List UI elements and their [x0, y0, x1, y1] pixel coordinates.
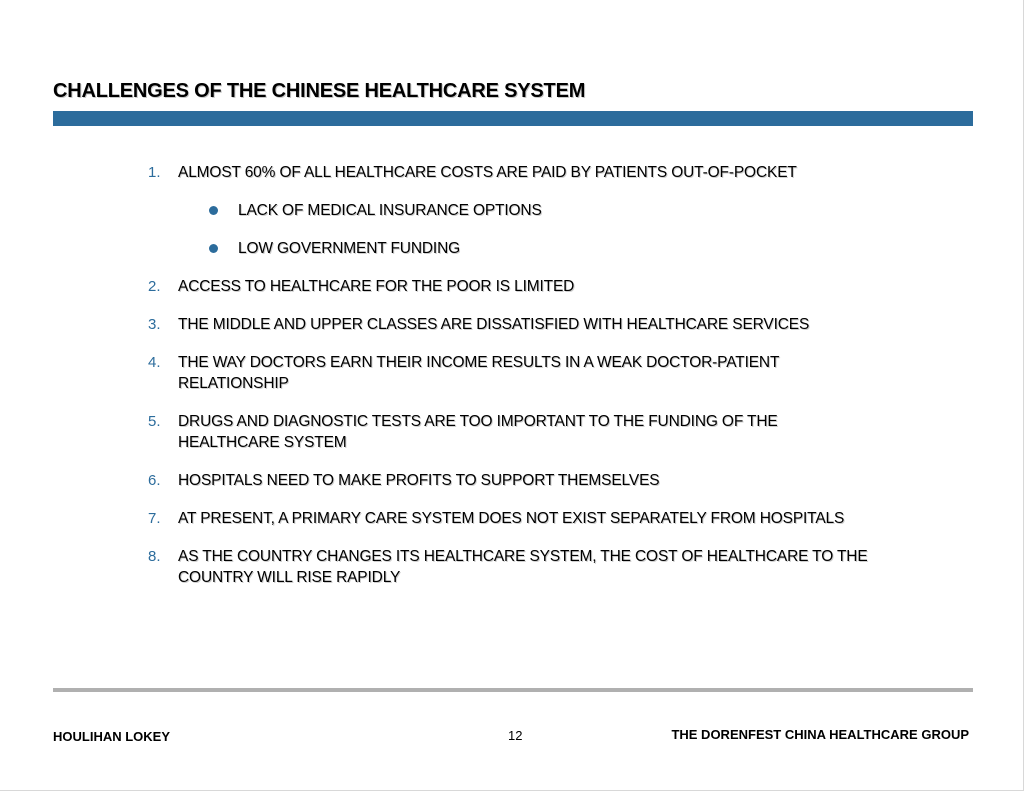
list-item-number: 5.: [148, 413, 161, 430]
list-item: [130, 276, 870, 297]
list-item-number: 6.: [148, 472, 161, 489]
title-underline-bar: [53, 111, 973, 126]
footer-company-left: HOULIHAN LOKEY: [53, 729, 170, 744]
page-number: 12: [508, 728, 523, 743]
list-item-text: HOSPITALS NEED TO MAKE PROFITS TO SUPPORT THEMSELVES: [178, 472, 660, 489]
list-item-number: 3.: [148, 316, 161, 333]
list-item: [130, 470, 870, 491]
sub-list-item-text: LOW GOVERNMENT FUNDING: [238, 240, 461, 257]
list-item: [130, 546, 870, 588]
footer-company-right: THE DORENFEST CHINA HEALTHCARE GROUP: [671, 727, 969, 742]
list-item: [130, 508, 870, 529]
list-item: [130, 314, 870, 335]
bullet-icon: [203, 238, 238, 259]
list-item-number: 2.: [148, 278, 161, 295]
challenges-list: [130, 162, 870, 605]
sub-list-item-text: LACK OF MEDICAL INSURANCE OPTIONS: [238, 202, 542, 219]
list-item: [130, 162, 870, 183]
list-item-text: AS THE COUNTRY CHANGES ITS HEALTHCARE SYSTEM, THE COST OF HEALTHCARE TO THE COUNTRY WILL RISE RAPIDLY: [178, 548, 868, 586]
list-item-number: 1.: [148, 164, 161, 181]
list-item-text: DRUGS AND DIAGNOSTIC TESTS ARE TOO IMPORTANT TO THE FUNDING OF THE HEALTHCARE SYSTEM: [178, 413, 778, 451]
sub-list-item: [130, 200, 870, 221]
list-item: [130, 352, 870, 394]
list-item-number: 4.: [148, 354, 161, 371]
list-item-text: ACCESS TO HEALTHCARE FOR THE POOR IS LIMITED: [178, 278, 575, 295]
list-item-text: ALMOST 60% OF ALL HEALTHCARE COSTS ARE PAID BY PATIENTS OUT-OF-POCKET: [178, 164, 797, 181]
sub-list-item: [130, 238, 870, 259]
list-item-number: 7.: [148, 510, 161, 527]
list-item-text: THE WAY DOCTORS EARN THEIR INCOME RESULTS IN A WEAK DOCTOR-PATIENT RELATIONSHIP: [178, 354, 779, 392]
slide-title: CHALLENGES OF THE CHINESE HEALTHCARE SYSTEM: [53, 80, 586, 102]
list-item-number: 8.: [148, 548, 161, 565]
list-item: [130, 411, 870, 453]
footer-divider: [53, 688, 973, 692]
bullet-icon: [203, 200, 238, 221]
list-item-text: THE MIDDLE AND UPPER CLASSES ARE DISSATISFIED WITH HEALTHCARE SERVICES: [178, 316, 810, 333]
list-item-text: AT PRESENT, A PRIMARY CARE SYSTEM DOES NOT EXIST SEPARATELY FROM HOSPITALS: [178, 510, 845, 527]
